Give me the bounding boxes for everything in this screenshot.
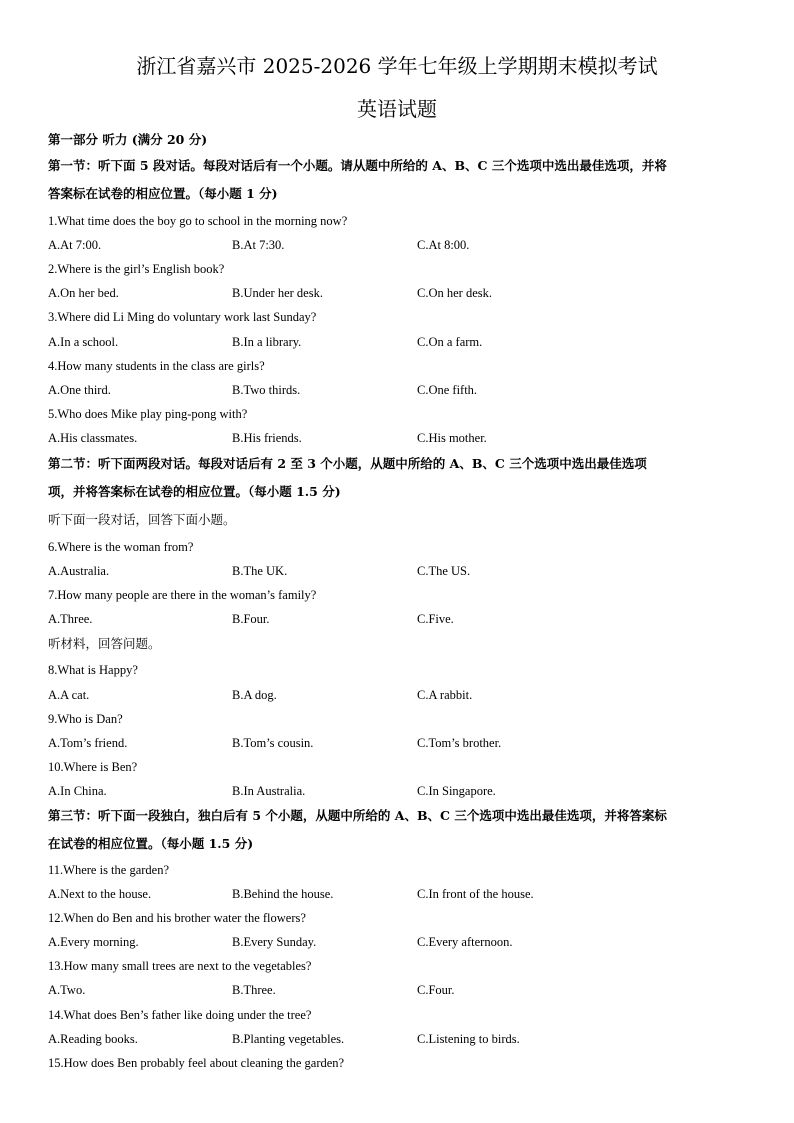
question-9: 9.Who is Dan? bbox=[48, 712, 123, 726]
option-11c: C.In front of the house. bbox=[417, 887, 534, 901]
question-10: 10.Where is Ben? bbox=[48, 760, 138, 774]
option-7a: A.Three. bbox=[48, 612, 93, 626]
section1-instruction-line1: 第一节：听下面 5 段对话。每段对话后有一个小题。请从题中所给的 A、B、C 三个选项中选出最佳选项，并将 bbox=[48, 158, 667, 173]
section1-instruction-line2: 答案标在试卷的相应位置。（每小题 1 分) bbox=[48, 186, 278, 201]
option-9c: C.Tom’s brother. bbox=[417, 736, 502, 750]
option-1c: C.At 8:00. bbox=[417, 238, 470, 252]
question-15: 15.How does Ben probably feel about cleaning the garden? bbox=[48, 1056, 345, 1070]
exam-title: 浙江省嘉兴市 2025-2026 学年七年级上学期期末模拟考试 bbox=[136, 54, 658, 78]
option-10a: A.In China. bbox=[48, 784, 107, 798]
dialogue-instruction: 听下面一段对话，回答下面小题。 bbox=[48, 512, 236, 527]
option-3b: B.In a library. bbox=[232, 335, 302, 349]
option-4c: C.One fifth. bbox=[417, 383, 478, 397]
option-3a: A.In a school. bbox=[48, 335, 119, 349]
option-1a: A.At 7:00. bbox=[48, 238, 102, 252]
option-8c: C.A rabbit. bbox=[417, 688, 473, 702]
option-9a: A.Tom’s friend. bbox=[48, 736, 128, 750]
question-13: 13.How many small trees are next to the vegetables? bbox=[48, 959, 312, 973]
question-8: 8.What is Happy? bbox=[48, 663, 138, 677]
question-6: 6.Where is the woman from? bbox=[48, 540, 194, 554]
exam-subtitle: 英语试题 bbox=[357, 97, 437, 121]
option-14c: C.Listening to birds. bbox=[417, 1032, 520, 1046]
option-9b: B.Tom’s cousin. bbox=[232, 736, 314, 750]
option-14a: A.Reading books. bbox=[48, 1032, 138, 1046]
section3-instruction-line1: 第三节：听下面一段独白，独白后有 5 个小题，从题中所给的 A、B、C 三个选项中选出最佳选项，并将答案标 bbox=[48, 808, 667, 823]
question-4: 4.How many students in the class are girls? bbox=[48, 359, 265, 373]
option-7c: C.Five. bbox=[417, 612, 454, 626]
section2-instruction-line2: 项，并将答案标在试卷的相应位置。（每小题 1.5 分) bbox=[48, 484, 341, 499]
option-5a: A.His classmates. bbox=[48, 431, 138, 445]
option-12b: B.Every Sunday. bbox=[232, 935, 317, 949]
option-4a: A.One third. bbox=[48, 383, 111, 397]
part1-heading: 第一部分 听力 (满分 20 分) bbox=[48, 132, 208, 147]
option-11b: B.Behind the house. bbox=[232, 887, 334, 901]
question-7: 7.How many people are there in the woman’s family? bbox=[48, 588, 317, 602]
option-8a: A.A cat. bbox=[48, 688, 90, 702]
question-3: 3.Where did Li Ming do voluntary work last Sunday? bbox=[48, 310, 317, 324]
section3-instruction-line2: 在试卷的相应位置。（每小题 1.5 分) bbox=[48, 836, 254, 851]
question-14: 14.What does Ben’s father like doing under the tree? bbox=[48, 1008, 312, 1022]
question-1: 1.What time does the boy go to school in the morning now? bbox=[48, 214, 348, 228]
option-1b: B.At 7:30. bbox=[232, 238, 285, 252]
question-5: 5.Who does Mike play ping-pong with? bbox=[48, 407, 248, 421]
option-11a: A.Next to the house. bbox=[48, 887, 152, 901]
option-6a: A.Australia. bbox=[48, 564, 110, 578]
question-2: 2.Where is the girl’s English book? bbox=[48, 262, 225, 276]
option-6b: B.The UK. bbox=[232, 564, 288, 578]
option-7b: B.Four. bbox=[232, 612, 270, 626]
option-5c: C.His mother. bbox=[417, 431, 487, 445]
option-8b: B.A dog. bbox=[232, 688, 277, 702]
option-13b: B.Three. bbox=[232, 983, 276, 997]
question-11: 11.Where is the garden? bbox=[48, 863, 170, 877]
option-6c: C.The US. bbox=[417, 564, 471, 578]
option-10c: C.In Singapore. bbox=[417, 784, 496, 798]
material-instruction: 听材料，回答问题。 bbox=[48, 636, 161, 651]
option-13a: A.Two. bbox=[48, 983, 86, 997]
option-13c: C.Four. bbox=[417, 983, 455, 997]
option-2c: C.On her desk. bbox=[417, 286, 492, 300]
section2-instruction-line1: 第二节：听下面两段对话。每段对话后有 2 至 3 个小题，从题中所给的 A、B、C 三个选项中选出最佳选项 bbox=[48, 456, 647, 471]
option-5b: B.His friends. bbox=[232, 431, 302, 445]
option-2a: A.On her bed. bbox=[48, 286, 119, 300]
option-10b: B.In Australia. bbox=[232, 784, 306, 798]
option-12a: A.Every morning. bbox=[48, 935, 139, 949]
option-2b: B.Under her desk. bbox=[232, 286, 323, 300]
option-14b: B.Planting vegetables. bbox=[232, 1032, 345, 1046]
option-3c: C.On a farm. bbox=[417, 335, 483, 349]
option-4b: B.Two thirds. bbox=[232, 383, 301, 397]
question-12: 12.When do Ben and his brother water the flowers? bbox=[48, 911, 306, 925]
option-12c: C.Every afternoon. bbox=[417, 935, 513, 949]
